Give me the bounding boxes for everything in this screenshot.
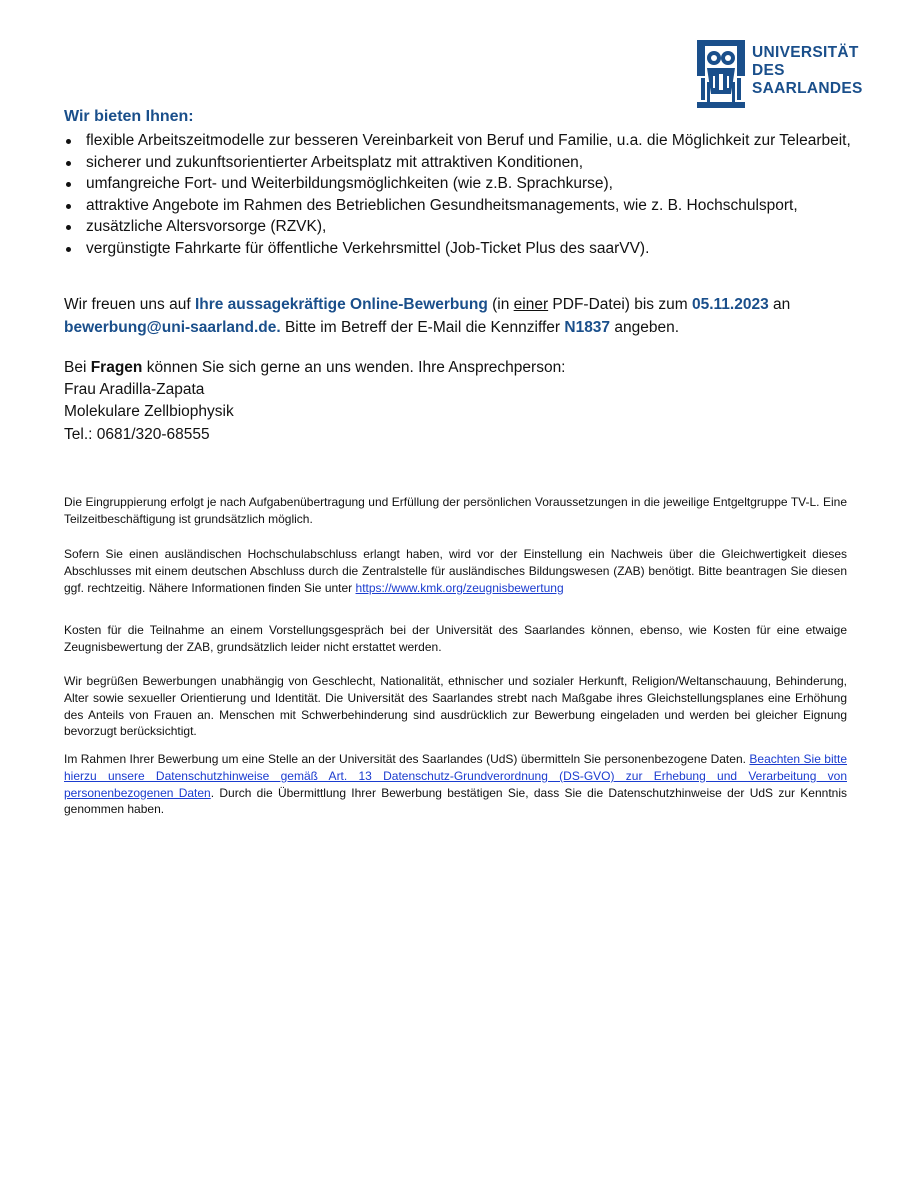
offer-item: umfangreiche Fort- und Weiterbildungsmöglichkeiten (wie z.B. Sprachkurse), [64, 173, 884, 195]
contact-text: Bei [64, 359, 91, 376]
offer-item: attraktive Angebote im Rahmen des Betrieblichen Gesundheitsmanagements, wie z. B. Hochschulsport, [64, 195, 884, 217]
logo-line-2: DES [752, 62, 785, 79]
university-name [752, 44, 863, 98]
offer-item: flexible Arbeitszeitmodelle zur besseren Vereinbarkeit von Beruf und Familie, u.a. die Möglichkeit zur Telearbeit, [64, 130, 884, 152]
application-text: an [768, 296, 791, 313]
privacy-text: . Durch die Übermittlung Ihrer Bewerbung bestätigen Sie, dass Sie die Datenschutzhinweise der UdS zur Kenntnis genommen haben. [64, 785, 847, 817]
interview-costs-note: Kosten für die Teilnahme an einem Vorstellungsgespräch bei der Universität des Saarlandes können, ebenso, wie Kosten für eine etwaige Zeugnisbewertung der ZAB, grundsätzlich leider nicht erstattet werden. [64, 623, 847, 654]
offers-heading: Wir bieten Ihnen: [64, 108, 194, 125]
application-paragraph [64, 293, 864, 339]
application-highlight: Ihre aussagekräftige Online-Bewerbung [194, 296, 488, 313]
contact-phone: Tel.: 0681/320-68555 [64, 425, 210, 443]
single-file-emphasis: einer [513, 296, 549, 313]
contact-text: können Sie sich gerne an uns wenden. Ihre Ansprechperson: [142, 359, 566, 376]
questions-emphasis: Fragen [90, 359, 143, 376]
foreign-degree-text: Sofern Sie einen ausländischen Hochschulabschluss erlangt haben, wird vor der Einstellung ein Nachweis über die Gleichwertigkeit dieses Abschlusses mit einem deutschen Abschluss durch die Zentralstelle für ausländisches Bildungswesen (ZAB) benötigt. Bitte beantragen Sie diesen ggf. rechtzeitig. Nähere Informationen finden Sie unter [64, 547, 847, 595]
application-text: Bitte im Betreff der E-Mail die Kennziffer [280, 319, 565, 336]
zeugnisbewertung-link[interactable]: https://www.kmk.org/zeugnisbewertung [355, 580, 564, 595]
application-email[interactable]: bewerbung@uni-saarland.de. [64, 319, 281, 336]
offers-list [64, 130, 884, 260]
logo-line-3: SAARLANDES [752, 80, 863, 97]
grading-note: Die Eingruppierung erfolgt je nach Aufgabenübertragung und Erfüllung der persönlichen Voraussetzungen in die jeweilige Entgeltgruppe TV-L. Eine Teilzeitbeschäftigung ist grundsätzlich möglich. [64, 495, 847, 526]
privacy-policy-link[interactable]: Beachten Sie bitte hierzu unsere Datenschutzhinweise gemäß Art. 13 Datenschutz-Grundverordnung (DS-GVO) zur Erhebung und Verarbeitung von personenbezogenen Daten [64, 752, 847, 800]
privacy-note [64, 751, 847, 818]
contact-intro [64, 357, 566, 379]
application-text: (in [487, 296, 514, 313]
deadline-date: 05.11.2023 [691, 296, 769, 313]
offer-item: vergünstigte Fahrkarte für öffentliche Verkehrsmittel (Job-Ticket Plus des saarVV). [64, 238, 884, 260]
contact-department: Molekulare Zellbiophysik [64, 403, 234, 421]
university-logo [695, 38, 875, 110]
offer-item: sicherer und zukunftsorientierter Arbeitsplatz mit attraktiven Konditionen, [64, 152, 884, 174]
application-text: Wir freuen uns auf [64, 296, 195, 313]
owl-emblem-icon [695, 38, 747, 110]
offer-item: zusätzliche Altersvorsorge (RZVK), [64, 216, 884, 238]
logo-line-1: UNIVERSITÄT [752, 44, 859, 61]
contact-name: Frau Aradilla-Zapata [64, 381, 205, 399]
contact-block [64, 357, 566, 446]
application-text: PDF-Datei) bis zum [548, 296, 692, 313]
application-text: angeben. [610, 319, 680, 336]
diversity-note: Wir begrüßen Bewerbungen unabhängig von Geschlecht, Nationalität, ethnischer und sozialer Herkunft, Religion/Weltanschauung, Behinderung, Alter sowie sexueller Orientierung und Identität. Die Universität des Saarlandes strebt nach Maßgabe ihres Gleichstellungsplanes eine Erhöhung des Anteils von Frauen an. Menschen mit Schwerbehinderung sind ausdrücklich zur Bewerbung eingeladen und werden bei gleicher Eignung bevorzugt berücksichtigt. [64, 674, 847, 739]
privacy-text: Im Rahmen Ihrer Bewerbung um eine Stelle an der Universität des Saarlandes (UdS) übermitteln Sie personenbezogene Daten. [64, 752, 750, 766]
foreign-degree-note [64, 546, 847, 596]
reference-code: N1837 [564, 319, 611, 336]
